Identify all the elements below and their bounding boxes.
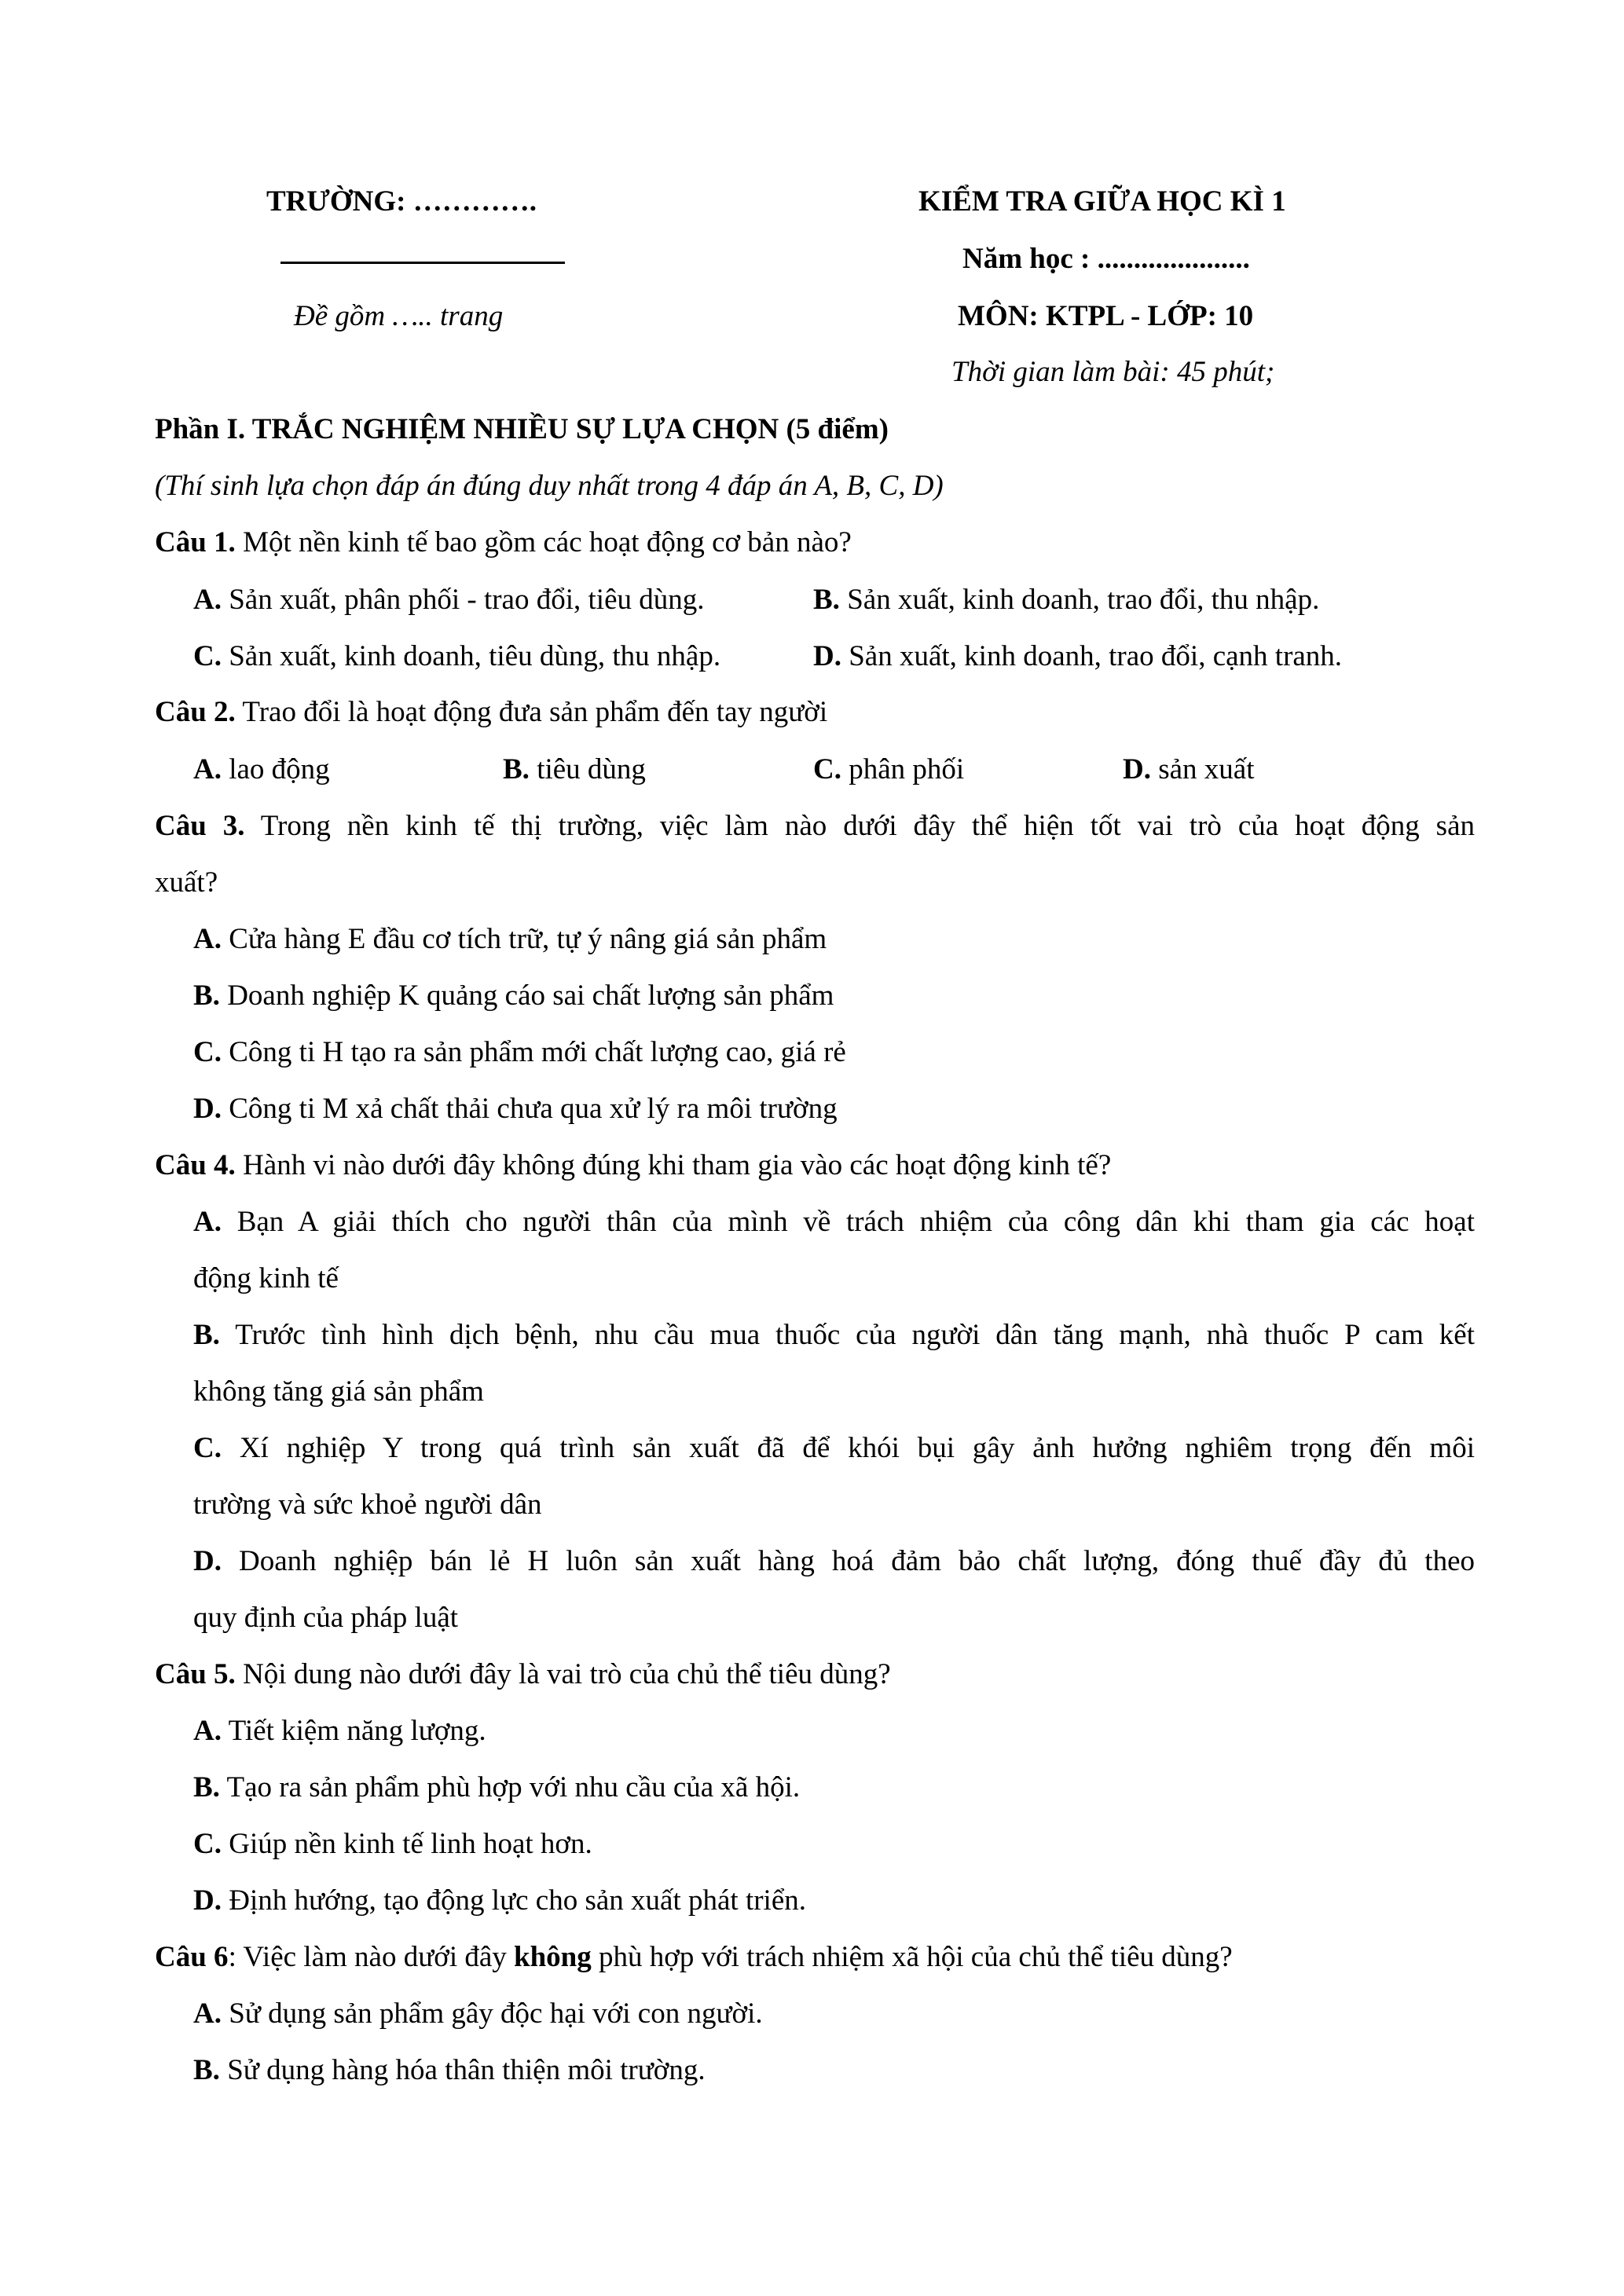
option-key: D. xyxy=(193,1093,222,1125)
option-text: phân phối xyxy=(841,753,965,785)
option-key: B. xyxy=(193,2054,220,2086)
option-text: Công ti H tạo ra sản phẩm mới chất lượng cao, giá rẻ xyxy=(221,1036,846,1068)
question-text: Trao đổi là hoạt động đưa sản phẩm đến tay người xyxy=(235,696,828,728)
option-text: Trước tình hình dịch bệnh, nhu cầu mua thuốc của người dân tăng mạnh, nhà thuốc P cam kết xyxy=(219,1319,1475,1351)
question-4 xyxy=(155,1151,1475,1180)
question-label: Câu 2. xyxy=(155,696,236,728)
option-key: B. xyxy=(193,1771,220,1803)
option-4c-cont: trường và sức khoẻ người dân xyxy=(193,1489,542,1521)
option-text: Sử dụng hàng hóa thân thiện môi trường. xyxy=(219,2054,706,2086)
exam-title: KIỂM TRA GIỮA HỌC KÌ 1 xyxy=(918,185,1286,218)
option-key: C. xyxy=(193,1432,222,1464)
option-3a xyxy=(193,925,827,954)
option-5a xyxy=(193,1716,486,1745)
option-4b xyxy=(193,1320,1475,1349)
option-4a-cont: động kinh tế xyxy=(193,1262,339,1294)
option-text: Giúp nền kinh tế linh hoạt hơn. xyxy=(221,1828,592,1860)
option-3b xyxy=(193,981,834,1010)
option-4a xyxy=(193,1207,1475,1236)
question-2 xyxy=(155,698,1475,727)
option-4c xyxy=(193,1434,1475,1463)
option-text: Bạn A giải thích cho người thân của mình về trách nhiệm của công dân khi tham gia các hoạt xyxy=(221,1206,1475,1238)
option-1b xyxy=(813,585,1319,614)
option-2c xyxy=(813,755,964,784)
option-4b-cont: không tăng giá sản phẩm xyxy=(193,1375,484,1408)
option-key: C. xyxy=(193,640,222,672)
option-2b xyxy=(503,755,646,784)
option-key: A. xyxy=(193,1998,222,2030)
question-text: Hành vi nào dưới đây không đúng khi tham gia vào các hoạt động kinh tế? xyxy=(235,1149,1112,1181)
option-text: Sử dụng sản phẩm gây độc hại với con người. xyxy=(221,1998,763,2030)
option-key: A. xyxy=(193,1206,222,1238)
option-key: C. xyxy=(193,1828,222,1860)
question-5 xyxy=(155,1660,1475,1689)
option-key: B. xyxy=(193,1319,220,1351)
option-text: lao động xyxy=(221,753,330,785)
question-text: Một nền kinh tế bao gồm các hoạt động cơ bản nào? xyxy=(235,526,852,558)
option-key: D. xyxy=(193,1884,222,1917)
question-text: Nội dung nào dưới đây là vai trò của chủ thể tiêu dùng? xyxy=(235,1658,891,1690)
question-label: Câu 4. xyxy=(155,1149,236,1181)
option-text: Tạo ra sản phẩm phù hợp với nhu cầu của xã hội. xyxy=(219,1771,801,1803)
school-year: Năm học : ..................... xyxy=(962,243,1250,275)
header-divider xyxy=(280,262,565,264)
pages-note: Đề gồm ….. trang xyxy=(294,300,504,332)
question-label: Câu 5. xyxy=(155,1658,236,1690)
option-text: Định hướng, tạo động lực cho sản xuất phát triển. xyxy=(221,1884,807,1917)
exam-time: Thời gian làm bài: 45 phút; xyxy=(951,356,1275,388)
option-2d xyxy=(1123,755,1255,784)
option-1d xyxy=(813,642,1342,671)
option-5c xyxy=(193,1829,592,1858)
question-label: Câu 3. xyxy=(155,810,245,842)
question-3-cont: xuất? xyxy=(155,866,218,899)
question-label: Câu 6 xyxy=(155,1941,229,1973)
option-text: Xí nghiệp Y trong quá trình sản xuất đã để khói bụi gây ảnh hưởng nghiêm trọng đến môi xyxy=(221,1432,1475,1464)
option-key: D. xyxy=(813,640,841,672)
part-instruction: (Thí sinh lựa chọn đáp án đúng duy nhất trong 4 đáp án A, B, C, D) xyxy=(155,470,944,502)
option-text: sản xuất xyxy=(1150,753,1255,785)
question-text-post: phù hợp với trách nhiệm xã hội của chủ thể tiêu dùng? xyxy=(591,1941,1233,1973)
subject-class: MÔN: KTPL - LỚP: 10 xyxy=(958,300,1254,332)
option-text: Sản xuất, kinh doanh, tiêu dùng, thu nhập. xyxy=(221,640,721,672)
option-key: B. xyxy=(193,980,220,1012)
question-1 xyxy=(155,528,1475,557)
option-key: A. xyxy=(193,584,222,616)
option-key: A. xyxy=(193,923,222,955)
option-key: A. xyxy=(193,1715,222,1747)
question-3 xyxy=(155,811,1475,840)
option-text: Công ti M xả chất thải chưa qua xử lý ra môi trường xyxy=(221,1093,838,1125)
option-key: B. xyxy=(503,753,530,785)
option-text: Doanh nghiệp K quảng cáo sai chất lượng sản phẩm xyxy=(219,980,834,1012)
option-key: C. xyxy=(813,753,841,785)
option-text: Cửa hàng E đầu cơ tích trữ, tự ý nâng giá sản phẩm xyxy=(221,923,827,955)
option-4d-cont: quy định của pháp luật xyxy=(193,1602,459,1634)
option-6b xyxy=(193,2056,706,2085)
question-text-pre: : Việc làm nào dưới đây xyxy=(228,1941,515,1973)
option-text: tiêu dùng xyxy=(529,753,646,785)
option-4d xyxy=(193,1547,1475,1576)
option-3c xyxy=(193,1038,846,1067)
option-text: Sản xuất, kinh doanh, trao đổi, cạnh tranh. xyxy=(841,640,1343,672)
option-text: Sản xuất, kinh doanh, trao đổi, thu nhập. xyxy=(839,584,1320,616)
option-key: D. xyxy=(193,1545,222,1577)
school-name: TRƯỜNG: …………. xyxy=(266,185,537,218)
option-5b xyxy=(193,1773,800,1802)
question-label: Câu 1. xyxy=(155,526,236,558)
option-6a xyxy=(193,1999,763,2028)
question-text-emphasis: không xyxy=(514,1941,592,1973)
option-key: C. xyxy=(193,1036,222,1068)
option-key: B. xyxy=(813,584,840,616)
option-5d xyxy=(193,1886,806,1915)
part-title: Phần I. TRẮC NGHIỆM NHIỀU SỰ LỰA CHỌN (5 điểm) xyxy=(155,413,889,445)
question-6 xyxy=(155,1943,1475,1972)
option-text: Tiết kiệm năng lượng. xyxy=(221,1715,486,1747)
option-text: Doanh nghiệp bán lẻ H luôn sản xuất hàng hoá đảm bảo chất lượng, đóng thuế đầy đủ theo xyxy=(221,1545,1475,1577)
option-key: D. xyxy=(1123,753,1151,785)
option-1a xyxy=(193,585,705,614)
option-1c xyxy=(193,642,720,671)
option-text: Sản xuất, phân phối - trao đổi, tiêu dùng. xyxy=(221,584,705,616)
option-3d xyxy=(193,1094,838,1123)
option-2a xyxy=(193,755,330,784)
option-key: A. xyxy=(193,753,222,785)
question-text: Trong nền kinh tế thị trường, việc làm nào dưới đây thể hiện tốt vai trò của hoạt động sản xyxy=(244,810,1475,842)
